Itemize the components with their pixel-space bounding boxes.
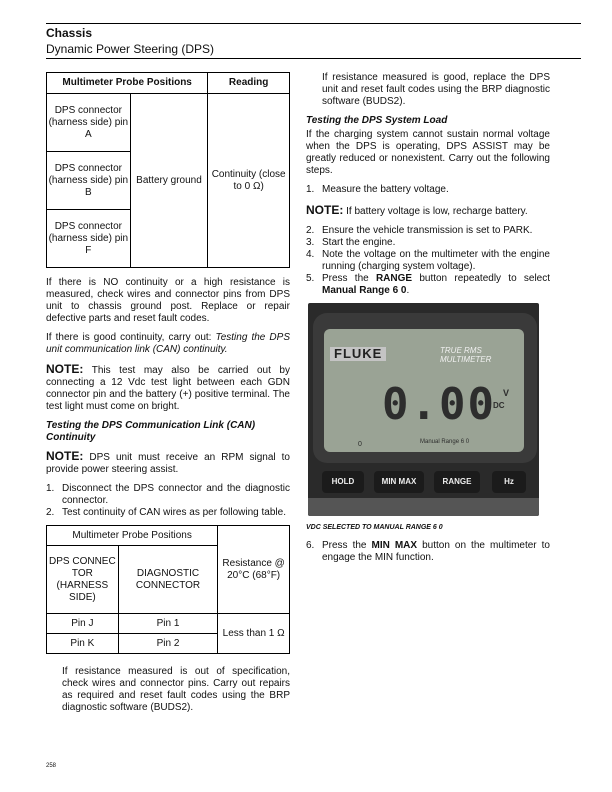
meter-bargraph-zero: 0 — [358, 441, 362, 448]
crossref-link-text: Testing the DPS unit communication link (CAN) continuity. — [46, 332, 290, 355]
list-item — [306, 540, 550, 564]
meter-button-row — [322, 471, 528, 495]
step-number: 5. — [306, 273, 315, 284]
step-number: 1. — [46, 483, 55, 494]
table-cell: Pin K — [47, 634, 119, 654]
range-button: RANGE — [434, 471, 480, 493]
note-label: NOTE: — [46, 362, 84, 376]
paragraph-charging-system: If the charging system cannot sustain normal voltage when the DPS is operating, DPS ASSIST may be greatly reduced or nonexistent. Carry out the following steps. — [306, 129, 550, 176]
model-line: MULTIMETER — [440, 355, 492, 364]
table-cell: Pin J — [47, 614, 119, 634]
note-text: If battery voltage is low, recharge battery. — [343, 206, 528, 217]
text-run: If there is good continuity, carry out: — [46, 332, 216, 343]
table-header-resistance: Resistance @ 20°C (68°F) — [218, 526, 290, 614]
table-cell-reading: Continuity (close to 0 Ω) — [208, 94, 290, 268]
min-max-button: MIN MAX — [374, 471, 424, 493]
paragraph-good-continuity — [46, 332, 290, 356]
step-number: 4. — [306, 249, 315, 260]
list-item — [306, 273, 550, 297]
paragraph-out-of-spec: If resistance measured is out of specification, check wires and connector pins. Carry out repairs as required and reset fault codes using the BRP diagnostic software (BUDS2). — [62, 666, 290, 713]
step-text: Press the — [322, 273, 376, 284]
meter-base — [308, 498, 539, 516]
list-item — [306, 249, 550, 273]
table-cell: Pin 2 — [118, 634, 218, 654]
step-text: Test continuity of CAN wires as per following table. — [62, 507, 286, 518]
probe-reading-table — [46, 72, 290, 268]
table-header-probe: Multimeter Probe Positions — [47, 526, 218, 546]
load-steps-list-b — [306, 225, 550, 297]
table-cell-pin-f: DPS connector (harness side) pin F — [47, 210, 131, 268]
step-text: Disconnect the DPS connector and the diagnostic connector. — [62, 483, 290, 506]
step-bold-text: RANGE — [375, 273, 413, 284]
meter-model-label — [440, 346, 491, 364]
table-subheader-diagnostic: DIAGNOSTIC CONNECTOR — [118, 546, 218, 614]
step-text: Start the engine. — [322, 237, 396, 248]
meter-range-label: Manual Range 6 0 — [420, 439, 470, 445]
hold-button: HOLD — [322, 471, 364, 493]
list-item — [46, 483, 290, 507]
meter-reading: 0.00 — [382, 379, 496, 430]
paragraph-resistance-good: If resistance measured is good, replace the DPS unit and reset fault codes using the BRP diagnostic software (BUDS2). — [322, 72, 550, 107]
step-number: 3. — [306, 237, 315, 248]
table-cell-ground: Battery ground — [130, 94, 208, 268]
table-subheader-dps: DPS CONNEC TOR (HARNESS SIDE) — [47, 546, 119, 614]
table-cell: Pin 1 — [118, 614, 218, 634]
figure-caption: VDC SELECTED TO MANUAL RANGE 6 0 — [306, 524, 443, 531]
step-number: 2. — [46, 507, 55, 518]
can-steps-list — [46, 483, 290, 519]
step-text: Press the — [322, 540, 372, 551]
header-rule-bottom — [46, 58, 581, 59]
step-text: button repeatedly to select — [412, 273, 550, 284]
step-text: Measure the battery voltage. — [322, 184, 449, 195]
table-cell-pin-b: DPS connector (harness side) pin B — [47, 152, 131, 210]
section-subtitle: Dynamic Power Steering (DPS) — [46, 42, 215, 56]
step-text: Note the voltage on the multimeter with the engine running (charging system voltage). — [322, 249, 550, 272]
meter-unit-v: V — [503, 388, 510, 398]
list-item — [306, 237, 550, 249]
step-bold-text: MIN MAX — [371, 540, 418, 551]
note-text: DPS unit must receive an RPM signal to provide power steering assist. — [46, 452, 290, 475]
section-heading-can: Testing the DPS Communication Link (CAN) Continuity — [46, 420, 256, 443]
list-item — [306, 225, 550, 237]
meter-unit-dc: DC — [493, 401, 505, 410]
hz-button: Hz — [492, 471, 526, 493]
step-number: 1. — [306, 184, 315, 195]
list-item — [46, 507, 290, 519]
list-item — [306, 184, 550, 196]
note-test-light — [46, 363, 290, 413]
step-text: . — [406, 285, 410, 296]
table-header-probe: Multimeter Probe Positions — [47, 73, 208, 94]
table-cell-pin-a: DPS connector (harness side) pin A — [47, 94, 131, 152]
page-number: 258 — [46, 763, 57, 769]
note-rpm-signal — [46, 450, 290, 476]
can-resistance-table — [46, 525, 290, 654]
load-steps-list-c — [306, 540, 550, 564]
section-heading-load: Testing the DPS System Load — [306, 115, 448, 126]
step-bold-text: Manual Range 6 0 — [322, 285, 407, 296]
right-column — [306, 72, 550, 570]
left-column — [46, 72, 290, 721]
note-label: NOTE: — [306, 203, 344, 217]
table-header-reading: Reading — [208, 73, 290, 94]
header-rule-top — [46, 23, 581, 24]
table-cell-spec: Less than 1 Ω — [218, 614, 290, 654]
step-number: 6. — [306, 540, 315, 551]
step-number: 2. — [306, 225, 315, 236]
multimeter-photo — [308, 303, 539, 516]
model-line: TRUE RMS — [440, 346, 482, 355]
chapter-title: Chassis — [46, 26, 93, 40]
paragraph-no-continuity: If there is NO continuity or a high resistance is measured, check wires and connector pins from DPS unit to chassis ground post. Replace or repair defective parts and reset fault codes. — [46, 277, 290, 324]
step-text: Ensure the vehicle transmission is set to PARK. — [322, 225, 533, 236]
fluke-logo: FLUKE — [330, 347, 386, 361]
step-text: button on the multimeter to engage the MIN function. — [322, 540, 550, 563]
load-steps-list-a — [306, 184, 550, 196]
note-battery-low — [306, 204, 550, 218]
note-label: NOTE: — [46, 449, 84, 463]
note-text: This test may also be carried out by connecting a 12 Vdc test light between each GDN connector pin and the battery (+) positive terminal. The test light must come on bright. — [46, 365, 290, 412]
